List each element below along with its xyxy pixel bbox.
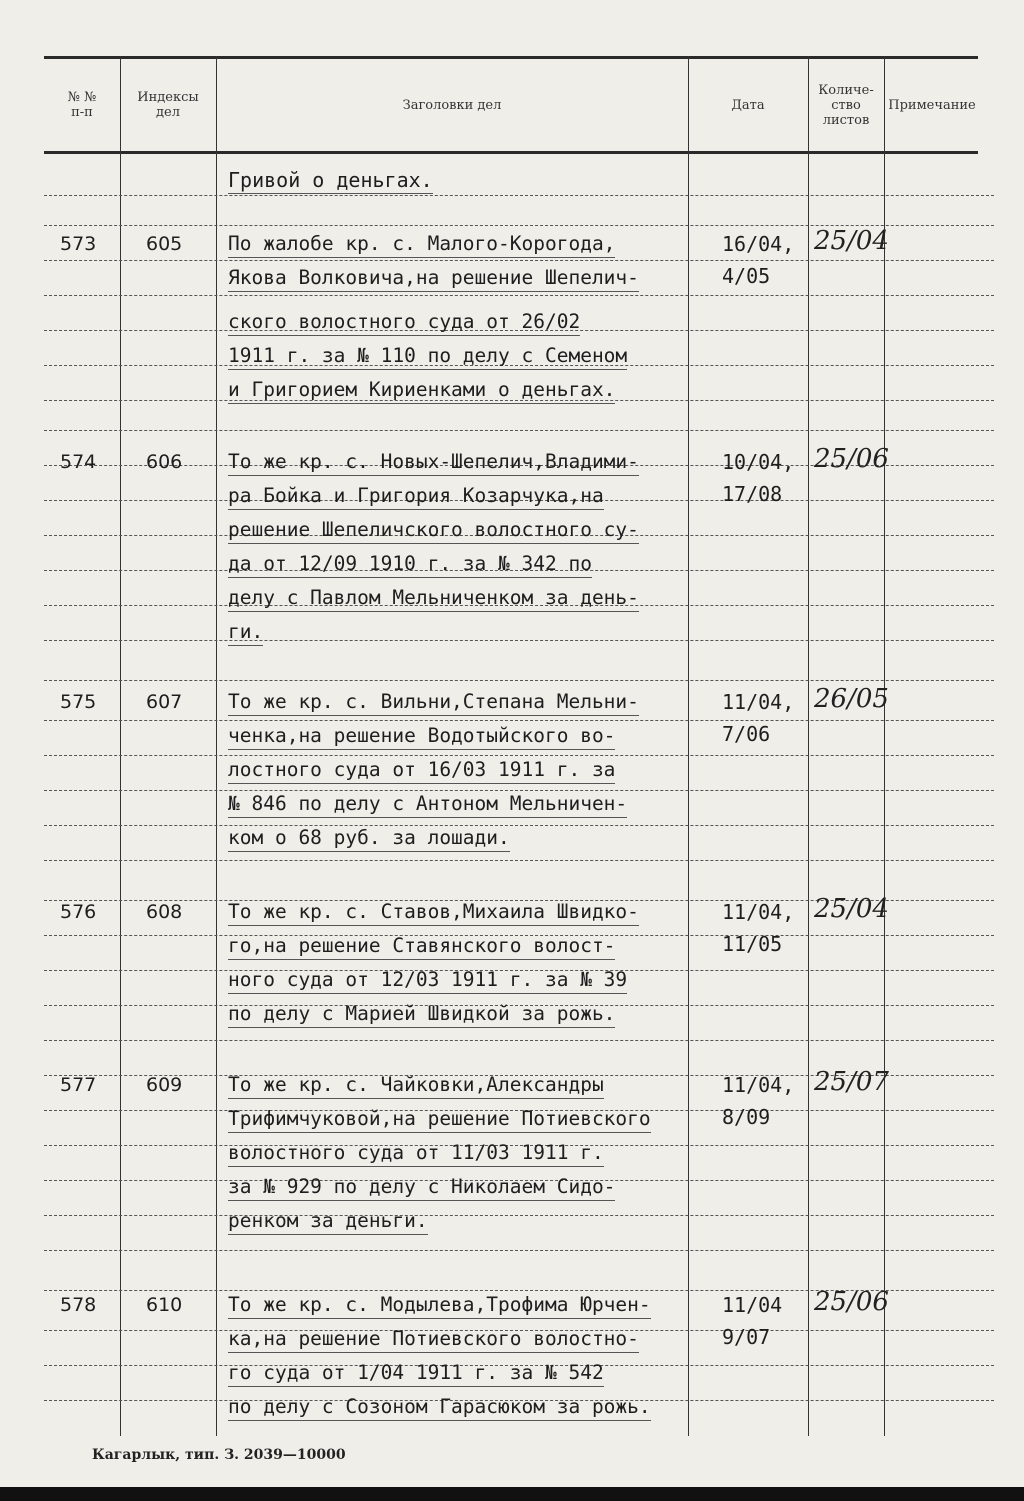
entry-date: 11/04, bbox=[722, 1073, 795, 1097]
row-rule bbox=[44, 860, 994, 861]
entry-index: 606 bbox=[146, 451, 183, 473]
entry-title-line: по делу с Созоном Гарасюком за рожь. bbox=[228, 1395, 651, 1421]
header-date: Дата bbox=[731, 97, 765, 113]
column-divider bbox=[216, 56, 217, 1436]
entry-sheet-count: 25/07 bbox=[814, 1067, 889, 1097]
entry-title-line: го,на решение Ставянского волост- bbox=[228, 934, 615, 960]
entry-title-line: ного суда от 12/03 1911 г. за № 39 bbox=[228, 968, 627, 994]
column-divider bbox=[884, 56, 885, 1436]
entry-title-line: по делу с Марией Швидкой за рожь. bbox=[228, 1002, 615, 1028]
header-sheets: Количе- ство листов bbox=[818, 82, 874, 128]
entry-title-line: волостного суда от 11/03 1911 г. bbox=[228, 1141, 604, 1167]
row-rule bbox=[44, 295, 994, 296]
entry-title-line: да от 12/09 1910 г. за № 342 по bbox=[228, 552, 592, 578]
entry-date: 11/04, bbox=[722, 690, 795, 714]
header-number: № № п-п bbox=[67, 90, 97, 120]
entry-title-line: То же кр. с. Чайковки,Александры bbox=[228, 1073, 604, 1099]
continuation-text: Гривой о деньгах. bbox=[228, 168, 433, 192]
entry-title-line: 1911 г. за № 110 по делу с Семеном bbox=[228, 344, 627, 370]
entry-title-line: ра Бойка и Григория Козарчука,на bbox=[228, 484, 604, 510]
entry-title-line: делу с Павлом Мельниченком за день- bbox=[228, 586, 639, 612]
header-index: Индексы дел bbox=[137, 90, 199, 120]
row-rule bbox=[44, 430, 994, 431]
entry-title-line: По жалобе кр. с. Малого-Корогода, bbox=[228, 232, 615, 258]
entry-index: 607 bbox=[146, 691, 183, 713]
entry-date: 11/05 bbox=[722, 932, 783, 956]
entry-title-line: за № 929 по делу с Николаем Сидо- bbox=[228, 1175, 615, 1201]
entry-date: 4/05 bbox=[722, 264, 771, 288]
entry-date: 11/04, bbox=[722, 900, 795, 924]
printer-imprint: Кагарлык, тип. З. 2039—10000 bbox=[92, 1447, 346, 1463]
entry-title-line: ком о 68 руб. за лошади. bbox=[228, 826, 510, 852]
column-divider bbox=[120, 56, 121, 1436]
row-rule bbox=[44, 790, 994, 791]
entry-title-line: То же кр. с. Новых-Шепелич,Владими- bbox=[228, 450, 639, 476]
entry-date: 10/04, bbox=[722, 450, 795, 474]
column-divider bbox=[688, 56, 689, 1436]
entry-date: 11/04 bbox=[722, 1293, 783, 1317]
entry-number: 575 bbox=[60, 691, 97, 713]
entry-date: 9/07 bbox=[722, 1325, 771, 1349]
entry-number: 573 bbox=[60, 233, 97, 255]
row-rule bbox=[44, 260, 994, 261]
entry-index: 605 bbox=[146, 233, 183, 255]
entry-title-line: То же кр. с. Вильни,Степана Мельни- bbox=[228, 690, 639, 716]
entry-sheet-count: 25/06 bbox=[814, 1287, 889, 1317]
entry-title-line: ги. bbox=[228, 620, 263, 646]
entry-title-line: То же кр. с. Модылева,Трофима Юрчен- bbox=[228, 1293, 651, 1319]
entry-index: 610 bbox=[146, 1294, 183, 1316]
row-rule bbox=[44, 640, 994, 641]
header-title: Заголовки дел bbox=[402, 97, 502, 113]
entry-date: 17/08 bbox=[722, 482, 783, 506]
row-rule bbox=[44, 720, 994, 721]
entry-index: 608 bbox=[146, 901, 183, 923]
row-rule bbox=[44, 755, 994, 756]
entry-sheet-count: 25/06 bbox=[814, 444, 889, 474]
row-rule bbox=[44, 680, 994, 681]
entry-number: 574 bbox=[60, 451, 97, 473]
entry-date: 7/06 bbox=[722, 722, 771, 746]
entry-date: 8/09 bbox=[722, 1105, 771, 1129]
header-bottom-rule bbox=[44, 151, 978, 154]
entry-title-line: ского волостного суда от 26/02 bbox=[228, 310, 580, 336]
entry-title-line: То же кр. с. Ставов,Михаила Швидко- bbox=[228, 900, 639, 926]
row-rule bbox=[44, 1250, 994, 1251]
entry-title-line: № 846 по делу с Антоном Мельничен- bbox=[228, 792, 627, 818]
entry-title-line: ренком за деньги. bbox=[228, 1209, 428, 1235]
entry-sheet-count: 26/05 bbox=[814, 684, 889, 714]
table-top-rule bbox=[44, 56, 978, 59]
entry-number: 578 bbox=[60, 1294, 97, 1316]
entry-title-line: го суда от 1/04 1911 г. за № 542 bbox=[228, 1361, 604, 1387]
entry-title-line: и Григорием Кириенками о деньгах. bbox=[228, 378, 615, 404]
scan-edge bbox=[0, 1487, 1024, 1501]
row-rule bbox=[44, 195, 994, 196]
entry-title-line: ченка,на решение Водотыйского во- bbox=[228, 724, 615, 750]
entry-sheet-count: 25/04 bbox=[814, 226, 889, 256]
column-divider bbox=[808, 56, 809, 1436]
header-note: Примечание bbox=[888, 97, 976, 113]
entry-sheet-count: 25/04 bbox=[814, 894, 889, 924]
entry-date: 16/04, bbox=[722, 232, 795, 256]
entry-index: 609 bbox=[146, 1074, 183, 1096]
row-rule bbox=[44, 825, 994, 826]
entry-title-line: Трифимчуковой,на решение Потиевского bbox=[228, 1107, 651, 1133]
entry-number: 577 bbox=[60, 1074, 97, 1096]
entry-title-line: Якова Волковича,на решение Шепелич- bbox=[228, 266, 639, 292]
entry-title-line: лостного суда от 16/03 1911 г. за bbox=[228, 758, 615, 784]
row-rule bbox=[44, 1215, 994, 1216]
entry-number: 576 bbox=[60, 901, 97, 923]
row-rule bbox=[44, 1040, 994, 1041]
entry-title-line: ка,на решение Потиевского волостно- bbox=[228, 1327, 639, 1353]
entry-title-line: решение Шепеличского волостного су- bbox=[228, 518, 639, 544]
